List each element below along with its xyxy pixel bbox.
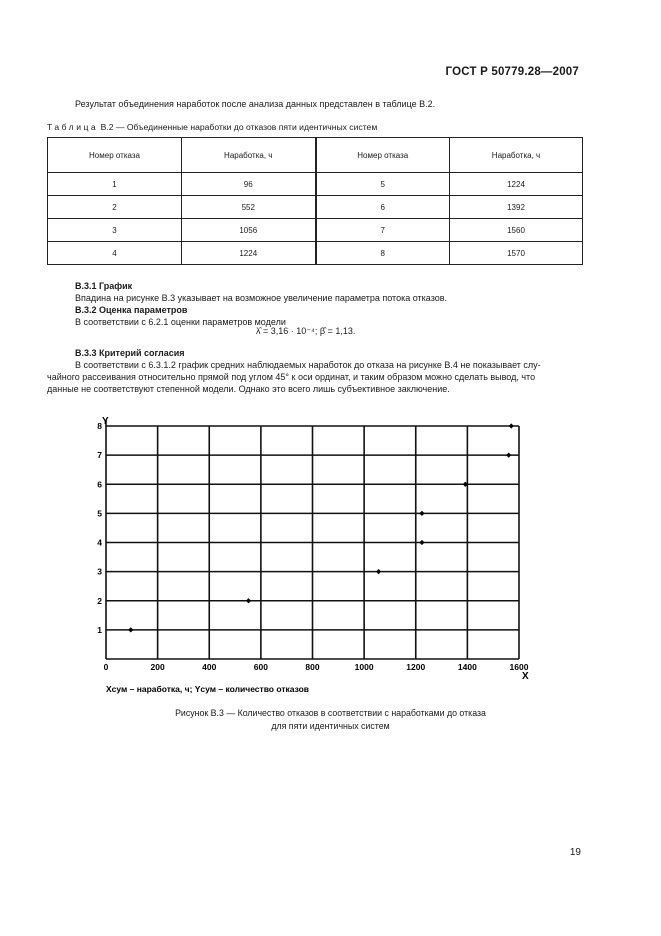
x-tick-label: 1200 (406, 662, 426, 672)
y-tick-label: 5 (97, 508, 102, 519)
table-row (48, 173, 583, 196)
x-tick-label: 400 (202, 662, 217, 672)
table-cell: 6 (316, 196, 450, 219)
y-tick-label: 8 (97, 421, 102, 431)
table-cell: 1 (48, 173, 182, 196)
x-tick-label: 600 (253, 662, 268, 672)
section-b33-title: В.3.3 Критерий согласия (75, 348, 185, 358)
figure-caption-line: Рисунок В.3 — Количество отказов в соответствии с наработками до отказа (175, 708, 486, 718)
axis-legend: Xсум – наработка, ч; Yсум – количество отказов (106, 684, 310, 694)
x-tick-label: 800 (305, 662, 320, 672)
formula: λ̂ = 3,16 · 10⁻⁴; β̂ = 1,13. (256, 326, 356, 336)
table-header-cell: Наработка, ч (450, 138, 583, 173)
section-b31-text: Впадина на рисунке В.3 указывает на возможное увеличение параметра потока отказов. (75, 293, 448, 303)
table-caption (47, 122, 377, 132)
table-cell: 1570 (450, 242, 583, 265)
page-number: 19 (569, 847, 581, 858)
failures-chart (0, 400, 661, 700)
table-header-row (48, 138, 583, 173)
table-row (48, 219, 583, 242)
table-cell: 96 (182, 173, 316, 196)
table-cell: 1224 (182, 242, 316, 265)
table-header-cell: Номер отказа (48, 138, 182, 173)
intro-paragraph: Результат объединения наработок после анализа данных представлен в таблице В.2. (75, 99, 436, 109)
section-b33-line: чайного рассеивания относительно прямой под углом 45° к оси ординат, и таким образом можно сделать вывод, что (47, 372, 536, 382)
table-header-cell: Наработка, ч (182, 138, 316, 173)
data-point (246, 598, 251, 603)
data-point (128, 627, 133, 632)
x-tick-label: 1000 (354, 662, 374, 672)
standard-id: ГОСТ Р 50779.28—2007 (445, 66, 579, 78)
table-cell: 552 (182, 196, 316, 219)
table-header-cell: Номер отказа (316, 138, 450, 173)
table-cell: 1560 (450, 219, 583, 242)
figure-caption (0, 707, 661, 732)
x-axis-label: X (522, 671, 529, 682)
table-caption-prefix: Таблица (47, 122, 99, 132)
figure-caption-line: для пяти идентичных систем (271, 720, 390, 731)
failures-table (47, 137, 583, 265)
table-row (48, 196, 583, 219)
y-tick-label: 1 (97, 624, 102, 635)
x-tick-label: 1600 (509, 662, 529, 672)
x-tick-label: 200 (150, 662, 165, 672)
table-row (48, 242, 583, 265)
section-b32-title: В.3.2 Оценка параметров (75, 305, 188, 315)
y-tick-label: 7 (97, 450, 102, 461)
x-tick-label: 0 (103, 662, 109, 672)
data-point (419, 540, 424, 545)
table-cell: 3 (48, 219, 182, 242)
y-tick-label: 4 (97, 537, 102, 548)
table-cell: 4 (48, 242, 182, 265)
chart-grid (106, 420, 519, 659)
data-point (506, 453, 511, 458)
y-axis-label: Y (102, 416, 109, 427)
table-cell: 1224 (450, 173, 583, 196)
y-tick-label: 2 (97, 595, 102, 606)
table-cell: 1056 (182, 219, 316, 242)
section-b33-line: данные не соответствуют степенной модели. Однако это всего лишь субъективное заключение. (47, 384, 450, 394)
y-tick-label: 3 (97, 566, 102, 577)
data-point (509, 423, 514, 428)
table-cell: 8 (316, 242, 450, 265)
data-point (419, 511, 424, 516)
section-b32-text: В соответствии с 6.2.1 оценки параметров модели (75, 317, 286, 327)
section-b31-title: В.3.1 График (75, 281, 133, 291)
y-tick-label: 6 (97, 479, 102, 490)
table-cell: 1392 (450, 196, 583, 219)
x-tick-label: 1400 (457, 662, 477, 672)
data-point (376, 569, 381, 574)
table-cell: 5 (316, 173, 450, 196)
table-caption-text: В.2 — Объединенные наработки до отказов пяти идентичных систем (100, 122, 378, 132)
table-cell: 7 (316, 219, 450, 242)
table-cell: 2 (48, 196, 182, 219)
section-b33-line: В соответствии с 6.3.1.2 график средних наблюдаемых наработок до отказа на рисунке В.4 не показывает слу- (75, 360, 541, 370)
